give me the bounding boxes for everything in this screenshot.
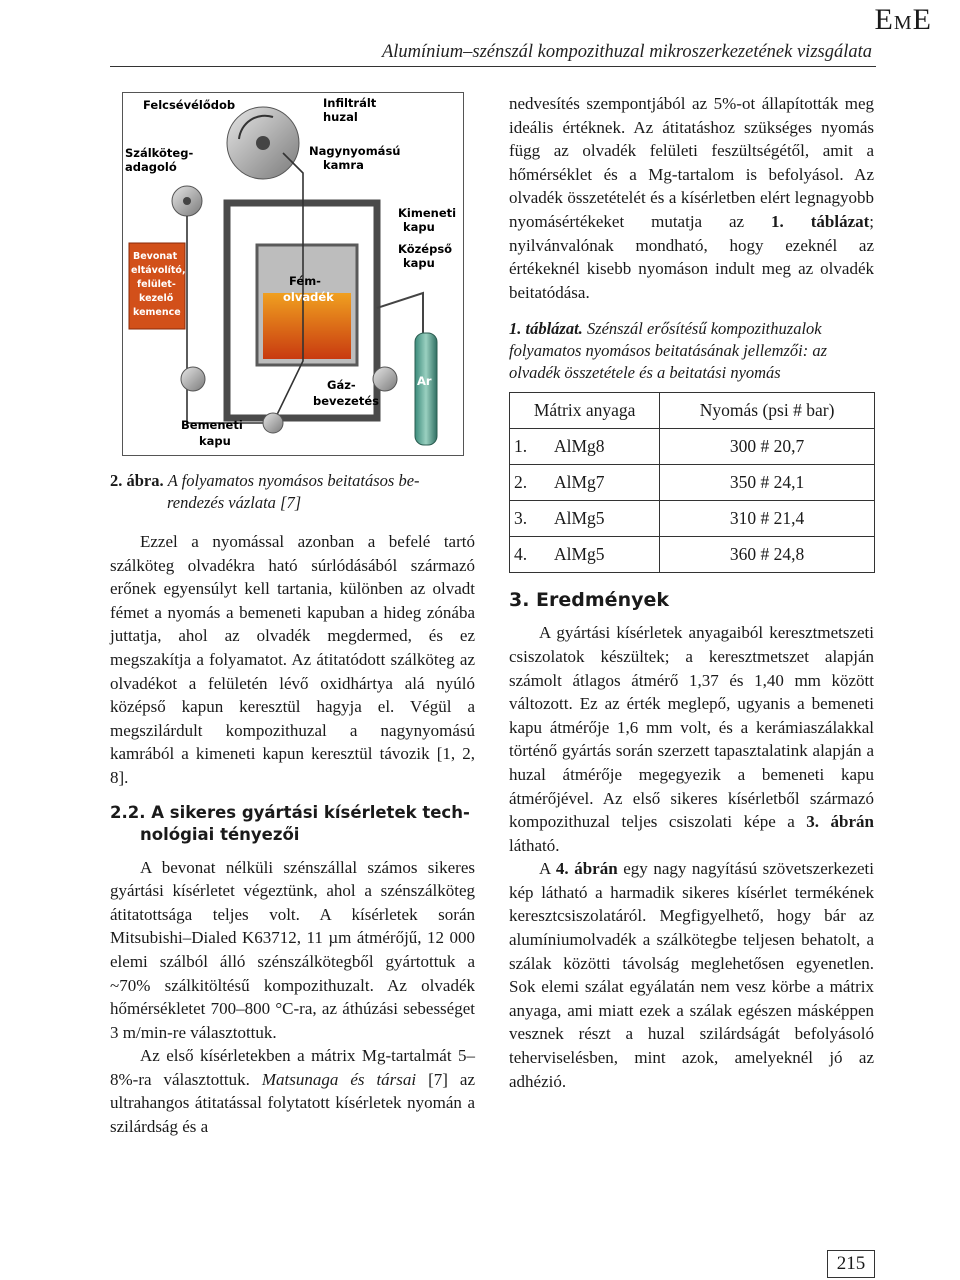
paragraph-right-2-a: A gyártási kísérletek anyagaiból keresztmetszeti csiszolatok készültek; a keresztmetszet alapján számolt átlagos átmérő 1,37 és 1,40 mm között változott. Ez az érték meglepő, ugyanis a bemeneti kapu átmérője 1,6 mm volt, és a kerámiaszálakkal történő gyártás során szerzett tapasztalatink alapján a huzal átmérője megegyezik a bemeneti kapu átmérőjével. Az első sikeres kísérletből származó kompozithuzal teljes csiszolati képe a <box>509 623 874 832</box>
argon-cylinder <box>415 333 437 445</box>
spacer <box>110 514 475 530</box>
feeder-hub <box>183 197 191 205</box>
label-gas-1: Gáz- <box>327 378 356 392</box>
table-caption-text: Szénszál erősítésű kompozithuzalok folyamatos nyomásos beitatásának jellemzői: az olvadék összetétele és a beitatási nyomás <box>509 319 828 383</box>
paragraph-left-3 <box>110 1044 475 1138</box>
figure-3-reference: 3. ábrán <box>806 812 874 832</box>
label-entry-2: kapu <box>199 434 231 448</box>
row-number: 1. <box>510 429 541 465</box>
row-matrix: AlMg8 <box>540 429 660 465</box>
table-header-pressure: Nyomás (psi # bar) <box>660 393 875 429</box>
label-exit-2: kapu <box>403 220 435 234</box>
row-pressure: 350 # 24,1 <box>660 465 875 501</box>
label-take-up-drum: Felcsévélődob <box>143 98 236 112</box>
label-entry-1: Bemeneti <box>181 418 243 432</box>
header-rule <box>110 66 876 67</box>
figure-caption-line2: rendezés vázlata [7] <box>167 493 302 512</box>
table-header-row <box>510 393 875 429</box>
label-melt-2: olvadék <box>283 290 334 304</box>
label-furnace-4: kezelő <box>139 293 174 304</box>
paragraph-right-2-c: látható. <box>509 835 560 855</box>
figure-caption <box>110 470 475 514</box>
paragraph-right-3 <box>509 857 874 1093</box>
label-infiltrated-1: Infiltrált <box>323 96 377 110</box>
gas-line <box>377 293 423 333</box>
table-reference: 1. táblázat <box>771 211 870 231</box>
label-feeder-1: Szálköteg- <box>125 146 194 160</box>
paragraph-left-3-a: Az első kísérletekben a mátrix Mg-tartalmát 5–8%-ra választottuk. <box>110 1046 475 1089</box>
label-furnace-1: Bevonat <box>133 251 178 262</box>
label-feeder-2: adagoló <box>125 160 177 174</box>
paragraph-left-3-b: [7] az ultrahangos átitatással folytatott kísérletek nyomán a szilárdság és a <box>110 1069 475 1137</box>
table-caption <box>509 318 874 384</box>
row-matrix: AlMg5 <box>540 501 660 537</box>
paragraph-right-1-c: ; nyilvánvalónak mondható, hogy ezeknél az értékeknél kisebb nyomáson indult meg az olvadék beitatódása. <box>509 211 875 302</box>
right-column <box>509 92 874 1093</box>
table-row <box>510 465 875 501</box>
roller-left <box>181 367 205 391</box>
roller-right <box>373 367 397 391</box>
table-row <box>510 429 875 465</box>
section-heading-3: 3. Eredmények <box>509 589 670 612</box>
apparatus-diagram <box>123 93 463 455</box>
paragraph-right-1-a: nedvesítés szempontjából az 5%-ot állapították meg ideális értéknek. Az átitatáshoz szükséges nyomás függ az olvadék felületi feszültségétől, amit a hőmérséklet és a Mg-tartalom is befolyásol. Az olvadék összetételét és a kísérletben elért legnagyobb nyomásértékeket mutatja az <box>509 94 874 231</box>
table-row <box>510 537 875 573</box>
row-pressure: 360 # 24,8 <box>660 537 875 573</box>
paragraph-right-1 <box>509 92 874 304</box>
citation-authors: Matsunaga és társai <box>261 1069 417 1089</box>
row-matrix: AlMg5 <box>540 537 660 573</box>
figure-caption-line1: A folyamatos nyomásos beitatásos be- <box>167 471 420 490</box>
section-heading-2-2-line1: 2.2. A sikeres gyártási kísérletek tech- <box>110 802 470 822</box>
table-header-matrix: Mátrix anyaga <box>510 393 660 429</box>
journal-logo: EME <box>874 3 932 36</box>
label-exit-1: Kimeneti <box>398 206 457 220</box>
label-argon: Ar <box>417 374 432 388</box>
row-number: 3. <box>510 501 541 537</box>
label-furnace-5: kemence <box>133 307 181 318</box>
label-chamber-2: kamra <box>323 158 364 172</box>
figure-4-reference: 4. ábrán <box>555 859 618 879</box>
figure-number: 2. ábra. <box>110 471 164 490</box>
page-number: 215 <box>827 1250 875 1278</box>
roller-bottom <box>263 413 283 433</box>
row-matrix: AlMg7 <box>540 465 660 501</box>
table-row <box>510 501 875 537</box>
table-number: 1. táblázat. <box>509 319 583 339</box>
running-title: Alumínium–szénszál kompozithuzal mikroszerkezetének vizsgálata <box>381 42 872 62</box>
label-infiltrated-2: huzal <box>323 110 358 124</box>
paragraph-right-3-c: egy nagy nagyítású szövetszerkezeti kép látható a harmadik sikeres kísérlet termékének keresztcsiszolatáról. Megfigyelhető, hogy bár az alumíniumolvadék a szálkötegbe teljesen behatolt, a szálak közötti távolság meglehetősen egyenetlen. Sok elemi szálat egyálatán nem vesz körbe a mátrix anyaga, ami miatt ezek a szálak egészen másképpen vesznek részt a huzal szilárdságát befolyásoló teherviselésben, mint azok, amelyeknél jó az adhézió. <box>509 859 875 1091</box>
figure-apparatus-diagram <box>122 92 464 456</box>
label-melt-1: Fém- <box>289 274 321 288</box>
results-table <box>509 392 875 573</box>
paragraph-right-2 <box>509 621 874 857</box>
paragraph-left-1: Ezzel a nyomással azonban a befelé tartó szálköteg olvadékra ható súrlódásából származó erőnek egyensúlyt kell tartania, különben az olvadt fémet a nyomás a bemeneti kapuban a hideg zónába juttatja, ahol az olvadék megdermed, és ez megszakítja a folyamatot. Az átitatódott szálköteg az olvadékot a felületén lévő oxidhártya alá nyúló középső kapun keresztül hagyja el. Végül a megszilárdult kompozithuzal a nagynyomású kamrából a kimeneti kapun keresztül távozik [1, 2, 8]. <box>110 532 475 787</box>
row-number: 4. <box>510 537 541 573</box>
label-middle-2: kapu <box>403 256 435 270</box>
row-number: 2. <box>510 465 541 501</box>
paragraph-right-3-a: A <box>539 859 556 879</box>
label-chamber-1: Nagynyomású <box>309 144 401 158</box>
paragraph-left-2: A bevonat nélküli szénszállal számos sikeres gyártási kísérletet végeztünk, ahol a szénszálköteg átitatottsága teljes volt. A kísérletek során Mitsubishi–Dialed K63712, 11 µm átmérőjű, 12 000 elemi szálból álló szénszálkötegből gyártottuk a ~70% szálkitöltésű kompozithuzalt. Az olvadék hőmérsékletet 700–800 °C-ra, az áthúzási sebességet 3 m/min-re választottuk. <box>110 857 475 1042</box>
row-pressure: 310 # 21,4 <box>660 501 875 537</box>
section-heading-2-2 <box>110 802 475 846</box>
left-column <box>110 92 475 1139</box>
section-heading-2-2-line2: nológiai tényezői <box>140 824 300 844</box>
label-gas-2: bevezetés <box>313 394 379 408</box>
label-middle-1: Középső <box>398 242 453 256</box>
label-furnace-2: eltávolító, <box>131 265 186 276</box>
row-pressure: 300 # 20,7 <box>660 429 875 465</box>
take-up-drum-hub <box>256 136 270 150</box>
label-furnace-3: felület- <box>137 279 176 290</box>
